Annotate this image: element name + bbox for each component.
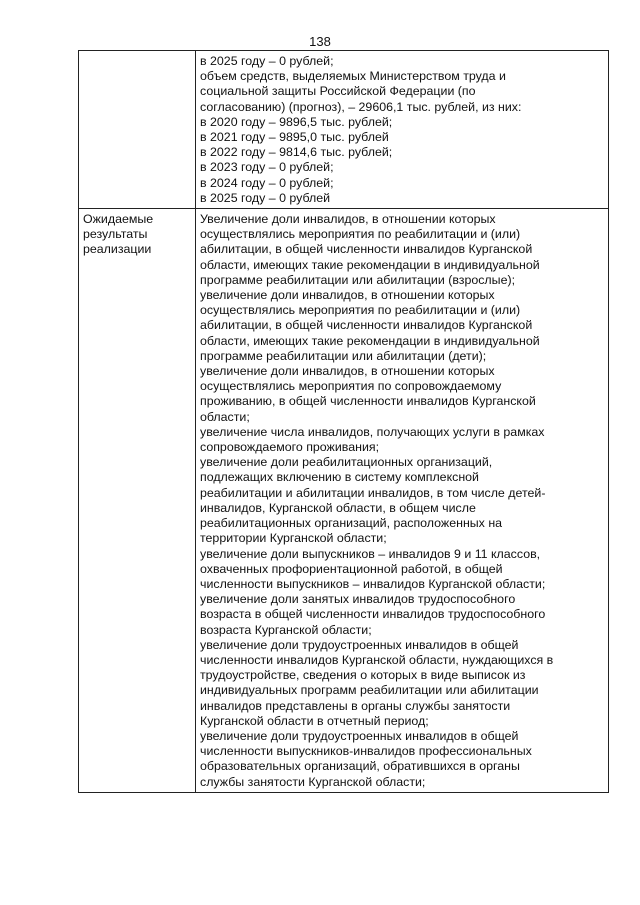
- content-line: Курганской области в отчетный период;: [200, 713, 429, 728]
- row-label-line: результаты: [83, 227, 148, 242]
- row-label-line: Ожидаемые: [83, 212, 154, 227]
- content-line: возраста в общей численности инвалидов трудоспособного: [200, 607, 546, 622]
- content-line: в 2021 году – 9895,0 тыс. рублей: [200, 130, 389, 145]
- content-line: образовательных организаций, обратившихся в органы: [200, 759, 520, 774]
- content-line: увеличение доли инвалидов, в отношении которых: [200, 288, 495, 303]
- content-line: подлежащих включению в систему комплексной: [200, 470, 479, 485]
- content-line: численности инвалидов Курганской области, нуждающихся в: [200, 652, 554, 667]
- content-line: в 2022 году – 9814,6 тыс. рублей;: [200, 145, 393, 160]
- row-label-cell: [79, 51, 196, 209]
- content-line: объем средств, выделяемых Министерством труда и: [200, 69, 506, 84]
- content-line: осуществлялись мероприятия по реабилитации и (или): [200, 227, 521, 242]
- row-content-cell: [196, 209, 609, 793]
- program-passport-table: [78, 50, 609, 793]
- table-row: [79, 51, 609, 209]
- content-line: трудоустройстве, сведения о которых в виде выписок из: [200, 668, 526, 683]
- content-line: охваченных профориентационной работой, в общей: [200, 561, 503, 576]
- content-line: области, имеющих такие рекомендации в индивидуальной: [200, 333, 540, 348]
- content-line: программе реабилитации или абилитации (дети);: [200, 348, 487, 363]
- content-line: осуществлялись мероприятия по реабилитации и (или): [200, 303, 521, 318]
- content-line: области, имеющих такие рекомендации в индивидуальной: [200, 257, 540, 272]
- content-line: увеличение доли трудоустроенных инвалидов в общей: [200, 637, 519, 652]
- content-line: Увеличение доли инвалидов, в отношении которых: [200, 212, 496, 227]
- content-line: реабилитации и абилитации инвалидов, в том числе детей-: [200, 485, 546, 500]
- content-line: численности выпускников-инвалидов профессиональных: [200, 744, 532, 759]
- row-content-cell: [196, 51, 609, 209]
- content-line: сопровождаемого проживания;: [200, 440, 380, 455]
- content-line: абилитации, в общей численности инвалидов Курганской: [200, 242, 533, 257]
- content-line: территории Курганской области;: [200, 531, 387, 546]
- content-line: увеличение доли трудоустроенных инвалидов в общей: [200, 728, 519, 743]
- content-line: увеличение доли реабилитационных организаций,: [200, 455, 493, 470]
- content-line: абилитации, в общей численности инвалидов Курганской: [200, 318, 533, 333]
- content-line: в 2020 году – 9896,5 тыс. рублей;: [200, 114, 393, 129]
- row-label-cell: [79, 209, 196, 793]
- content-line: области;: [200, 409, 250, 424]
- table-row: [79, 209, 609, 793]
- content-line: согласованию) (прогноз), – 29606,1 тыс. рублей, из них:: [200, 99, 522, 114]
- page-number: 138: [309, 34, 331, 49]
- content-line: проживанию, в общей численности инвалидов Курганской: [200, 394, 536, 409]
- content-line: численности выпускников – инвалидов Курганской области;: [200, 576, 546, 591]
- content-line: в 2024 году – 0 рублей;: [200, 175, 334, 190]
- table-body: [79, 51, 609, 793]
- content-line: инвалидов, Курганской области, в общем числе: [200, 500, 476, 515]
- content-line: социальной защиты Российской Федерации (по: [200, 84, 476, 99]
- content-line: возраста Курганской области;: [200, 622, 372, 637]
- content-line: увеличение числа инвалидов, получающих услуги в рамках: [200, 424, 545, 439]
- content-line: службы занятости Курганской области;: [200, 774, 426, 789]
- content-line: индивидуальных программ реабилитации или абилитации: [200, 683, 539, 698]
- row-label-line: реализации: [83, 242, 152, 257]
- content-line: в 2025 году – 0 рублей;: [200, 54, 334, 68]
- content-line: увеличение доли занятых инвалидов трудоспособного: [200, 592, 516, 607]
- content-line: в 2025 году – 0 рублей: [200, 190, 331, 205]
- content-line: увеличение доли выпускников – инвалидов 9 и 11 классов,: [200, 546, 541, 561]
- content-line: инвалидов представлены в органы службы занятости: [200, 698, 511, 713]
- content-line: увеличение доли инвалидов, в отношении которых: [200, 364, 495, 379]
- content-line: осуществлялись мероприятия по сопровождаемому: [200, 379, 502, 394]
- content-line: программе реабилитации или абилитации (взрослые);: [200, 272, 516, 287]
- content-line: в 2023 году – 0 рублей;: [200, 160, 334, 175]
- content-line: реабилитационных организаций, расположенных на: [200, 516, 503, 531]
